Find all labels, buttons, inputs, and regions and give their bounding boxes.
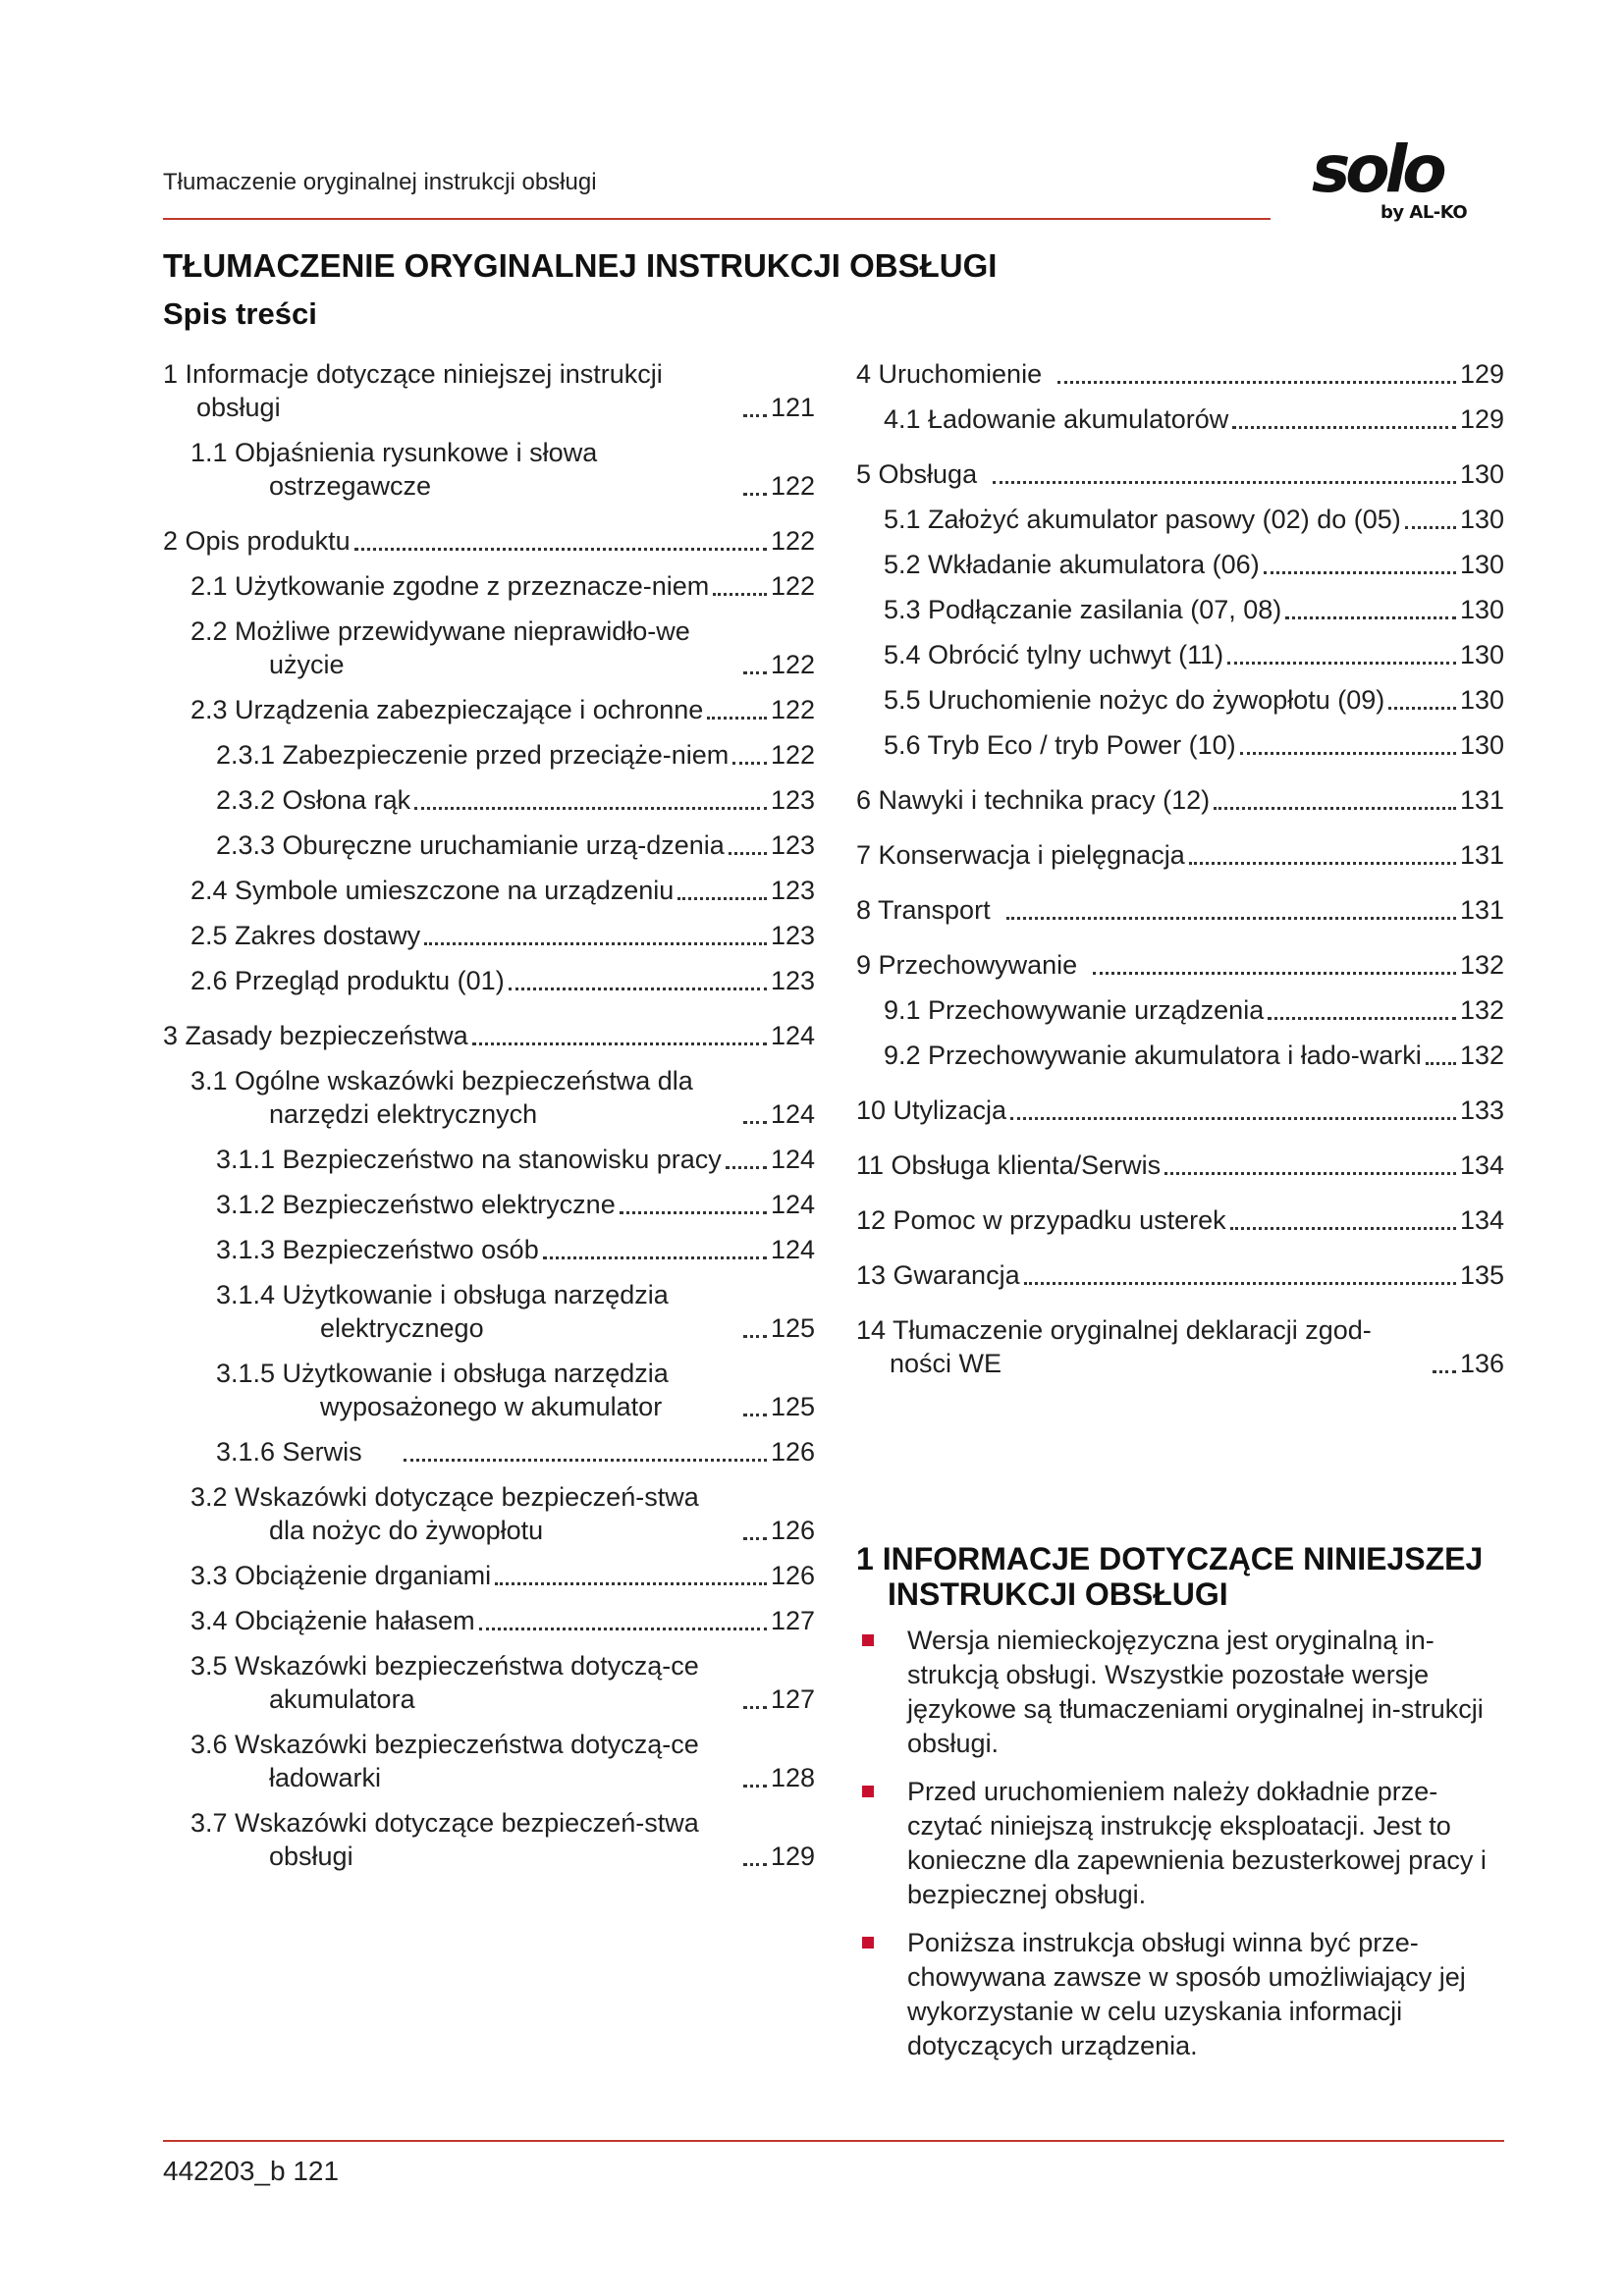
document-title: TŁUMACZENIE ORYGINALNEJ INSTRUKCJI OBSŁUGI bbox=[163, 247, 998, 284]
toc-entry[interactable] bbox=[190, 919, 815, 952]
toc-leader-dots bbox=[732, 746, 767, 765]
toc-page-number: 130 bbox=[1459, 459, 1504, 489]
toc-leader-dots bbox=[1057, 365, 1456, 384]
toc-leader-dots bbox=[1010, 1101, 1456, 1120]
toc-entry-title: 3.1.5 Użytkowanie i obsługa narzędzia wyposażonego w akumulator bbox=[216, 1359, 669, 1421]
toc-entry-title: 6 Nawyki i technika pracy (12) bbox=[856, 785, 1211, 815]
toc-entry[interactable] bbox=[856, 1258, 1504, 1292]
toc-leader-dots bbox=[743, 1847, 767, 1866]
toc-entry[interactable] bbox=[190, 1604, 815, 1637]
toc-entry-title: 5.5 Uruchomienie nożyc do żywopłotu (09) bbox=[884, 685, 1385, 715]
toc-leader-dots bbox=[472, 1027, 767, 1045]
toc-left-column bbox=[163, 357, 815, 1873]
toc-entry-title: 5.2 Wkładanie akumulatora (06) bbox=[884, 550, 1260, 579]
toc-entry[interactable] bbox=[163, 357, 815, 424]
toc-entry-title: 3.2 Wskazówki dotyczące bezpieczeń-stwa dla nożyc do żywopłotu bbox=[190, 1482, 699, 1545]
toc-entry[interactable] bbox=[856, 1148, 1504, 1182]
section-heading: 1 INFORMACJE DOTYCZĄCE NINIEJSZEJ INSTRUKCJI OBSŁUGI bbox=[856, 1541, 1484, 1612]
toc-leader-dots bbox=[404, 1443, 767, 1462]
toc-page-number: 122 bbox=[770, 695, 815, 724]
toc-leader-dots bbox=[424, 927, 767, 945]
toc-entry-title: 2.3 Urządzenia zabezpieczające i ochronne bbox=[190, 695, 704, 724]
toc-entry-title: 2.3.1 Zabezpieczenie przed przeciąże-niem bbox=[216, 740, 730, 770]
toc-leader-dots bbox=[1006, 901, 1456, 920]
toc-page-number: 131 bbox=[1459, 785, 1504, 815]
toc-leader-dots bbox=[726, 1150, 767, 1169]
toc-leader-dots bbox=[1232, 410, 1456, 429]
bullet-square-icon bbox=[862, 1634, 874, 1646]
toc-entry[interactable] bbox=[190, 614, 815, 681]
toc-entry[interactable] bbox=[190, 1064, 815, 1131]
toc-entry-title: 2 Opis produktu bbox=[163, 526, 351, 556]
toc-page-number: 123 bbox=[770, 921, 815, 950]
toc-entry-title: 3.1.3 Bezpieczeństwo osób bbox=[216, 1235, 539, 1264]
toc-leader-dots bbox=[543, 1241, 767, 1259]
toc-leader-dots bbox=[743, 1522, 767, 1540]
toc-leader-dots bbox=[743, 1319, 767, 1338]
toc-page-number: 122 bbox=[770, 650, 815, 679]
toc-entry[interactable] bbox=[884, 683, 1504, 717]
toc-entry-title: 3.1.1 Bezpieczeństwo na stanowisku pracy bbox=[216, 1145, 722, 1174]
toc-page-number: 134 bbox=[1459, 1205, 1504, 1235]
toc-entry[interactable] bbox=[884, 993, 1504, 1027]
toc-entry[interactable] bbox=[216, 1233, 815, 1266]
toc-page-number: 121 bbox=[770, 393, 815, 422]
bullet-item bbox=[856, 1624, 1504, 1761]
toc-entry-title: 2.3.3 Oburęczne uruchamianie urzą-dzenia bbox=[216, 830, 725, 860]
toc-entry-title: 13 Gwarancja bbox=[856, 1260, 1020, 1290]
bullet-item bbox=[856, 1775, 1504, 1912]
toc-entry[interactable] bbox=[163, 1019, 815, 1052]
toc-entry[interactable] bbox=[190, 436, 815, 503]
toc-leader-dots bbox=[1093, 956, 1456, 975]
toc-entry-title: 3.7 Wskazówki dotyczące bezpieczeń-stwa obsługi bbox=[190, 1808, 699, 1871]
toc-page-number: 122 bbox=[770, 571, 815, 601]
toc-entry-title: 3.1 Ogólne wskazówki bezpieczeństwa dla narzędzi elektrycznych bbox=[190, 1066, 693, 1129]
toc-entry[interactable] bbox=[216, 738, 815, 772]
toc-entry-title: 3.3 Obciążenie drganiami bbox=[190, 1561, 492, 1590]
toc-page-number: 123 bbox=[770, 785, 815, 815]
footer-divider bbox=[163, 2140, 1504, 2142]
toc-page-number: 130 bbox=[1459, 685, 1504, 715]
header-divider bbox=[163, 218, 1271, 220]
toc-page-number: 124 bbox=[770, 1099, 815, 1129]
toc-entry-title: 2.3.2 Osłona rąk bbox=[216, 785, 411, 815]
toc-page-number: 126 bbox=[770, 1516, 815, 1545]
toc-page-number: 129 bbox=[1459, 359, 1504, 389]
toc-page-number: 122 bbox=[770, 471, 815, 501]
toc-entry[interactable] bbox=[216, 828, 815, 862]
toc-leader-dots bbox=[509, 972, 767, 990]
toc-entry[interactable] bbox=[856, 783, 1504, 817]
toc-page-number: 136 bbox=[1459, 1349, 1504, 1378]
toc-entry[interactable] bbox=[163, 524, 815, 558]
toc-entry[interactable] bbox=[216, 1435, 815, 1468]
toc-leader-dots bbox=[1285, 601, 1456, 619]
toc-entry[interactable] bbox=[884, 503, 1504, 536]
toc-leader-dots bbox=[414, 791, 767, 810]
bullet-item bbox=[856, 1926, 1504, 2063]
toc-leader-dots bbox=[1189, 846, 1456, 865]
toc-leader-dots bbox=[1240, 736, 1456, 755]
toc-page-number: 129 bbox=[1459, 404, 1504, 434]
bullet-text: Poniższa instrukcja obsługi winna być prze-chowywana zawsze w sposób umożliwiający jej wykorzystanie w celu uzyskania informacji dotyczących urządzenia. bbox=[907, 1928, 1466, 2060]
running-header: Tłumaczenie oryginalnej instrukcji obsługi bbox=[163, 169, 597, 195]
toc-entry-title: 9.2 Przechowywanie akumulatora i łado-warki bbox=[884, 1041, 1422, 1070]
toc-leader-dots bbox=[743, 477, 767, 496]
toc-leader-dots bbox=[1405, 510, 1456, 529]
toc-page-number: 129 bbox=[770, 1842, 815, 1871]
toc-entry[interactable] bbox=[856, 838, 1504, 872]
toc-leader-dots bbox=[354, 532, 767, 551]
toc-entry[interactable] bbox=[884, 638, 1504, 671]
toc-entry-title: 2.5 Zakres dostawy bbox=[190, 921, 421, 950]
logo-byline: by AL-KO bbox=[1380, 202, 1468, 223]
toc-leader-dots bbox=[1433, 1355, 1456, 1373]
toc-page-number: 130 bbox=[1459, 550, 1504, 579]
toc-entry-title: 2.2 Możliwe przewidywane nieprawidło-we użycie bbox=[190, 616, 690, 679]
toc-page-number: 123 bbox=[770, 966, 815, 995]
toc-leader-dots bbox=[743, 1105, 767, 1124]
toc-entry[interactable] bbox=[190, 1480, 815, 1547]
toc-page-number: 128 bbox=[770, 1763, 815, 1792]
toc-leader-dots bbox=[677, 881, 767, 900]
toc-page-number: 122 bbox=[770, 740, 815, 770]
toc-entry[interactable] bbox=[190, 1559, 815, 1592]
toc-leader-dots bbox=[707, 701, 767, 720]
toc-entry[interactable] bbox=[190, 1806, 815, 1873]
toc-entry[interactable] bbox=[216, 1278, 815, 1345]
bullet-text: Wersja niemieckojęzyczna jest oryginalną in-strukcją obsługi. Wszystkie pozostałe wersje językowe są tłumaczeniami oryginalnej in-strukcji obsługi. bbox=[907, 1626, 1484, 1758]
toc-entry-title: 14 Tłumaczenie oryginalnej deklaracji zgod-ności WE bbox=[856, 1315, 1372, 1378]
toc-leader-dots bbox=[495, 1567, 767, 1585]
toc-leader-dots bbox=[993, 465, 1456, 484]
toc-leader-dots bbox=[743, 399, 767, 417]
toc-page-number: 123 bbox=[770, 830, 815, 860]
toc-entry[interactable] bbox=[884, 728, 1504, 762]
toc-page-number: 130 bbox=[1459, 595, 1504, 624]
toc-page-number: 126 bbox=[770, 1437, 815, 1467]
toc-leader-dots bbox=[1426, 1046, 1456, 1065]
toc-leader-dots bbox=[1230, 1211, 1456, 1230]
toc-page-number: 131 bbox=[1459, 895, 1504, 925]
toc-leader-dots bbox=[1388, 691, 1456, 710]
section-1 bbox=[856, 1541, 1504, 2077]
toc-page-number: 127 bbox=[770, 1606, 815, 1635]
toc-entry[interactable] bbox=[856, 1203, 1504, 1237]
bullet-square-icon bbox=[862, 1786, 874, 1797]
toc-page-number: 124 bbox=[770, 1190, 815, 1219]
toc-entry[interactable] bbox=[190, 1649, 815, 1716]
toc-entry-title: 5.6 Tryb Eco / tryb Power (10) bbox=[884, 730, 1236, 760]
toc-page-number: 130 bbox=[1459, 640, 1504, 669]
toc-entry[interactable] bbox=[190, 964, 815, 997]
toc-entry[interactable] bbox=[884, 402, 1504, 436]
toc-right-column bbox=[856, 357, 1504, 1380]
toc-page-number: 122 bbox=[770, 526, 815, 556]
toc-entry[interactable] bbox=[190, 874, 815, 907]
bullet-text: Przed uruchomieniem należy dokładnie prze-czytać niniejszą instrukcję eksploatacji. Jest to konieczne dla zapewnienia bezusterkowej pracy i bezpiecznej obsługi. bbox=[907, 1777, 1487, 1909]
toc-entry[interactable] bbox=[216, 783, 815, 817]
toc-entry-title: 3.1.6 Serwis bbox=[216, 1437, 362, 1467]
toc-entry[interactable] bbox=[884, 548, 1504, 581]
toc-page-number: 130 bbox=[1459, 505, 1504, 534]
toc-entry-title: 3 Zasady bezpieczeństwa bbox=[163, 1021, 468, 1050]
toc-entry-title: 4.1 Ładowanie akumulatorów bbox=[884, 404, 1229, 434]
toc-entry[interactable] bbox=[190, 1728, 815, 1794]
toc-page-number: 124 bbox=[770, 1235, 815, 1264]
toc-entry-title: 2.4 Symbole umieszczone na urządzeniu bbox=[190, 876, 675, 905]
toc-entry-title: 8 Transport bbox=[856, 895, 991, 925]
toc-entry-title: 3.1.2 Bezpieczeństwo elektryczne bbox=[216, 1190, 616, 1219]
toc-entry-title: 3.5 Wskazówki bezpieczeństwa dotyczą-ce akumulatora bbox=[190, 1651, 699, 1714]
section-bullet-list bbox=[856, 1624, 1504, 2063]
toc-entry-title: 5.3 Podłączanie zasilania (07, 08) bbox=[884, 595, 1282, 624]
footer-doc-code: 442203_b 121 bbox=[163, 2156, 340, 2186]
toc-entry-title: 3.6 Wskazówki bezpieczeństwa dotyczą-ce ładowarki bbox=[190, 1730, 699, 1792]
toc-entry-title: 4 Uruchomienie bbox=[856, 359, 1043, 389]
toc-entry[interactable] bbox=[216, 1143, 815, 1176]
toc-entry[interactable] bbox=[856, 948, 1504, 982]
toc-entry[interactable] bbox=[856, 893, 1504, 927]
toc-page-number: 123 bbox=[770, 876, 815, 905]
toc-page-number: 132 bbox=[1459, 1041, 1504, 1070]
toc-leader-dots bbox=[1214, 791, 1456, 810]
toc-page-number: 130 bbox=[1459, 730, 1504, 760]
toc-entry[interactable] bbox=[856, 1313, 1504, 1380]
toc-entry[interactable] bbox=[884, 593, 1504, 626]
toc-leader-dots bbox=[1268, 1001, 1456, 1020]
toc-leader-dots bbox=[1264, 556, 1456, 574]
toc-leader-dots bbox=[620, 1196, 767, 1214]
toc-entry-title: 2.1 Użytkowanie zgodne z przeznacze-niem bbox=[190, 571, 710, 601]
toc-leader-dots bbox=[729, 836, 767, 855]
toc-entry-title: 3.1.4 Użytkowanie i obsługa narzędzia elektrycznego bbox=[216, 1280, 669, 1343]
toc-page-number: 127 bbox=[770, 1684, 815, 1714]
toc-entry-title: 1 Informacje dotyczące niniejszej instrukcji obsługi bbox=[163, 359, 663, 422]
toc-entry-title: 7 Konserwacja i pielęgnacja bbox=[856, 840, 1185, 870]
toc-entry-title: 3.4 Obciążenie hałasem bbox=[190, 1606, 475, 1635]
toc-leader-dots bbox=[743, 1690, 767, 1709]
toc-page-number: 135 bbox=[1459, 1260, 1504, 1290]
toc-entry[interactable] bbox=[216, 1188, 815, 1221]
toc-entry[interactable] bbox=[190, 693, 815, 726]
toc-page-number: 125 bbox=[770, 1392, 815, 1421]
toc-leader-dots bbox=[743, 1769, 767, 1788]
toc-page-number: 126 bbox=[770, 1561, 815, 1590]
toc-page-number: 124 bbox=[770, 1145, 815, 1174]
toc-entry-title: 5.4 Obrócić tylny uchwyt (11) bbox=[884, 640, 1224, 669]
toc-page-number: 124 bbox=[770, 1021, 815, 1050]
logo-wordmark: solo bbox=[1312, 132, 1442, 207]
toc-leader-dots bbox=[1227, 646, 1456, 665]
solo-logo bbox=[1312, 132, 1498, 236]
toc-entry-title: 1.1 Objaśnienia rysunkowe i słowa ostrzegawcze bbox=[190, 438, 598, 501]
toc-page-number: 133 bbox=[1459, 1095, 1504, 1125]
toc-entry[interactable] bbox=[856, 1094, 1504, 1127]
toc-entry-title: 12 Pomoc w przypadku usterek bbox=[856, 1205, 1226, 1235]
toc-entry-title: 9.1 Przechowywanie urządzenia bbox=[884, 995, 1265, 1025]
toc-leader-dots bbox=[1024, 1266, 1456, 1285]
toc-entry[interactable] bbox=[190, 569, 815, 603]
toc-page-number: 131 bbox=[1459, 840, 1504, 870]
toc-entry-title: 10 Utylizacja bbox=[856, 1095, 1007, 1125]
toc-entry[interactable] bbox=[856, 357, 1504, 391]
toc-entry-title: 5 Obsługa bbox=[856, 459, 978, 489]
toc-leader-dots bbox=[743, 1398, 767, 1416]
toc-entry[interactable] bbox=[856, 457, 1504, 491]
toc-page-number: 132 bbox=[1459, 995, 1504, 1025]
toc-page-number: 125 bbox=[770, 1313, 815, 1343]
toc-entry[interactable] bbox=[884, 1039, 1504, 1072]
toc-page-number: 132 bbox=[1459, 950, 1504, 980]
bullet-square-icon bbox=[862, 1937, 874, 1949]
toc-entry-title: 9 Przechowywanie bbox=[856, 950, 1078, 980]
toc-heading: Spis treści bbox=[163, 296, 317, 331]
toc-leader-dots bbox=[1164, 1156, 1456, 1175]
toc-entry-title: 5.1 Założyć akumulator pasowy (02) do (05) bbox=[884, 505, 1401, 534]
toc-leader-dots bbox=[743, 656, 767, 674]
toc-leader-dots bbox=[713, 577, 767, 596]
toc-leader-dots bbox=[479, 1612, 767, 1630]
toc-entry-title: 11 Obsługa klienta/Serwis bbox=[856, 1150, 1162, 1180]
toc-page-number: 134 bbox=[1459, 1150, 1504, 1180]
toc-entry[interactable] bbox=[216, 1357, 815, 1423]
toc-entry-title: 2.6 Przegląd produktu (01) bbox=[190, 966, 505, 995]
